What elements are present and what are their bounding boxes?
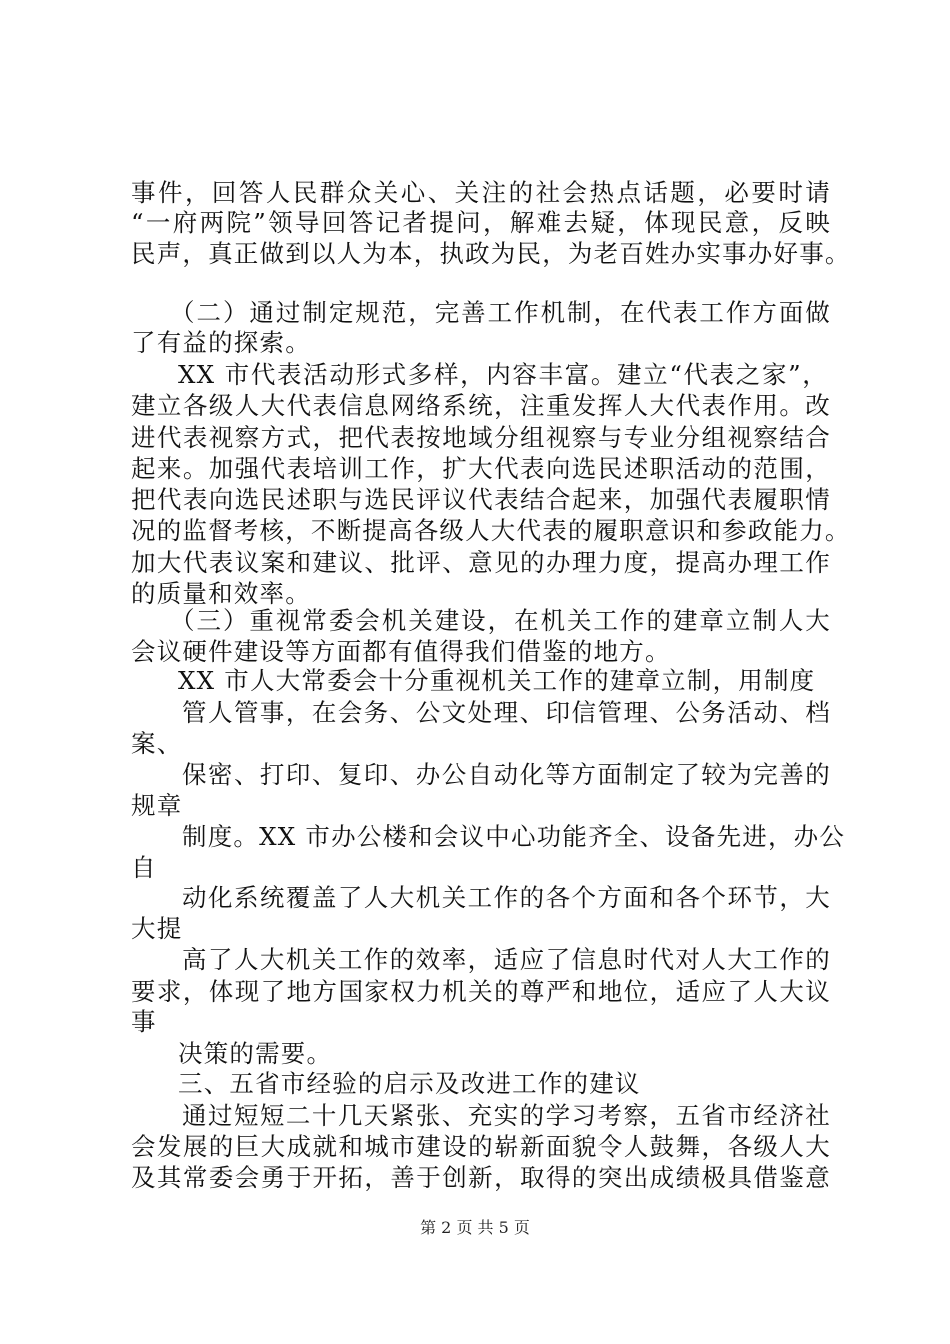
text-line: 管人管事，在会务、公文处理、印信管理、公务活动、档 bbox=[182, 698, 831, 727]
text-line: 的质量和效率。 bbox=[131, 579, 311, 608]
text-line: 了有益的探索。 bbox=[131, 328, 311, 357]
text-line: 民声，真正做到以人为本，执政为民，为老百姓办实事办好事。 bbox=[131, 239, 851, 268]
text-line: 会议硬件建设等方面都有值得我们借鉴的地方。 bbox=[131, 637, 671, 666]
text-line: 事件，回答人民群众关心、关注的社会热点话题，必要时请 bbox=[131, 178, 831, 207]
text-line: 制度。XX 市办公楼和会议中心功能齐全、设备先进，办公 bbox=[182, 822, 846, 851]
paragraph-start: XX 市人大常委会十分重视机关工作的建章立制，用制度 bbox=[178, 666, 816, 695]
text-line: 起来。加强代表培训工作，扩大代表向选民述职活动的范围， bbox=[131, 454, 831, 483]
text-line: 动化系统覆盖了人大机关工作的各个方面和各个环节，大 bbox=[182, 883, 831, 912]
text-line: 自 bbox=[131, 853, 157, 882]
paragraph-start: 通过短短二十几天紧张、充实的学习考察，五省市经济社 bbox=[182, 1101, 831, 1130]
text-line: 建立各级人大代表信息网络系统，注重发挥人大代表作用。改 bbox=[131, 391, 831, 420]
text-line: 高了人大机关工作的效率，适应了信息时代对人大工作的 bbox=[182, 945, 831, 974]
text-line: “一府两院”领导回答记者提问，解难去疑，体现民意，反映 bbox=[131, 208, 831, 237]
text-line: 大提 bbox=[131, 914, 183, 943]
text-line: 保密、打印、复印、办公自动化等方面制定了较为完善的 bbox=[182, 760, 831, 789]
text-line: 会发展的巨大成就和城市建设的崭新面貌令人鼓舞，各级人大 bbox=[131, 1132, 831, 1161]
section-heading: （三）重视常委会机关建设，在机关工作的建章立制人大 bbox=[170, 606, 831, 635]
text-line: 况的监督考核，不断提高各级人大代表的履职意识和参政能力。 bbox=[131, 516, 851, 545]
text-line: 决策的需要。 bbox=[178, 1039, 333, 1068]
section-heading: 三、五省市经验的启示及改进工作的建议 bbox=[178, 1069, 641, 1098]
text-line: 加大代表议案和建议、批评、意见的办理力度，提高办理工作 bbox=[131, 548, 831, 577]
text-line: 规章 bbox=[131, 791, 183, 820]
text-line: 要求，体现了地方国家权力机关的尊严和地位，适应了人大议 bbox=[131, 977, 831, 1006]
text-line: 案、 bbox=[131, 729, 183, 758]
text-line: 事 bbox=[131, 1007, 157, 1036]
text-line: 把代表向选民述职与选民评议代表结合起来，加强代表履职情 bbox=[131, 485, 831, 514]
page-footer: 第 2 页 共 5 页 bbox=[420, 1218, 530, 1237]
text-line: 进代表视察方式，把代表按地域分组视察与专业分组视察结合 bbox=[131, 423, 831, 452]
section-heading: （二）通过制定规范，完善工作机制，在代表工作方面做 bbox=[170, 298, 831, 327]
text-line: 及其常委会勇于开拓，善于创新，取得的突出成绩极具借鉴意 bbox=[131, 1163, 831, 1192]
paragraph-start: XX 市代表活动形式多样，内容丰富。建立“代表之家”， bbox=[178, 360, 828, 389]
